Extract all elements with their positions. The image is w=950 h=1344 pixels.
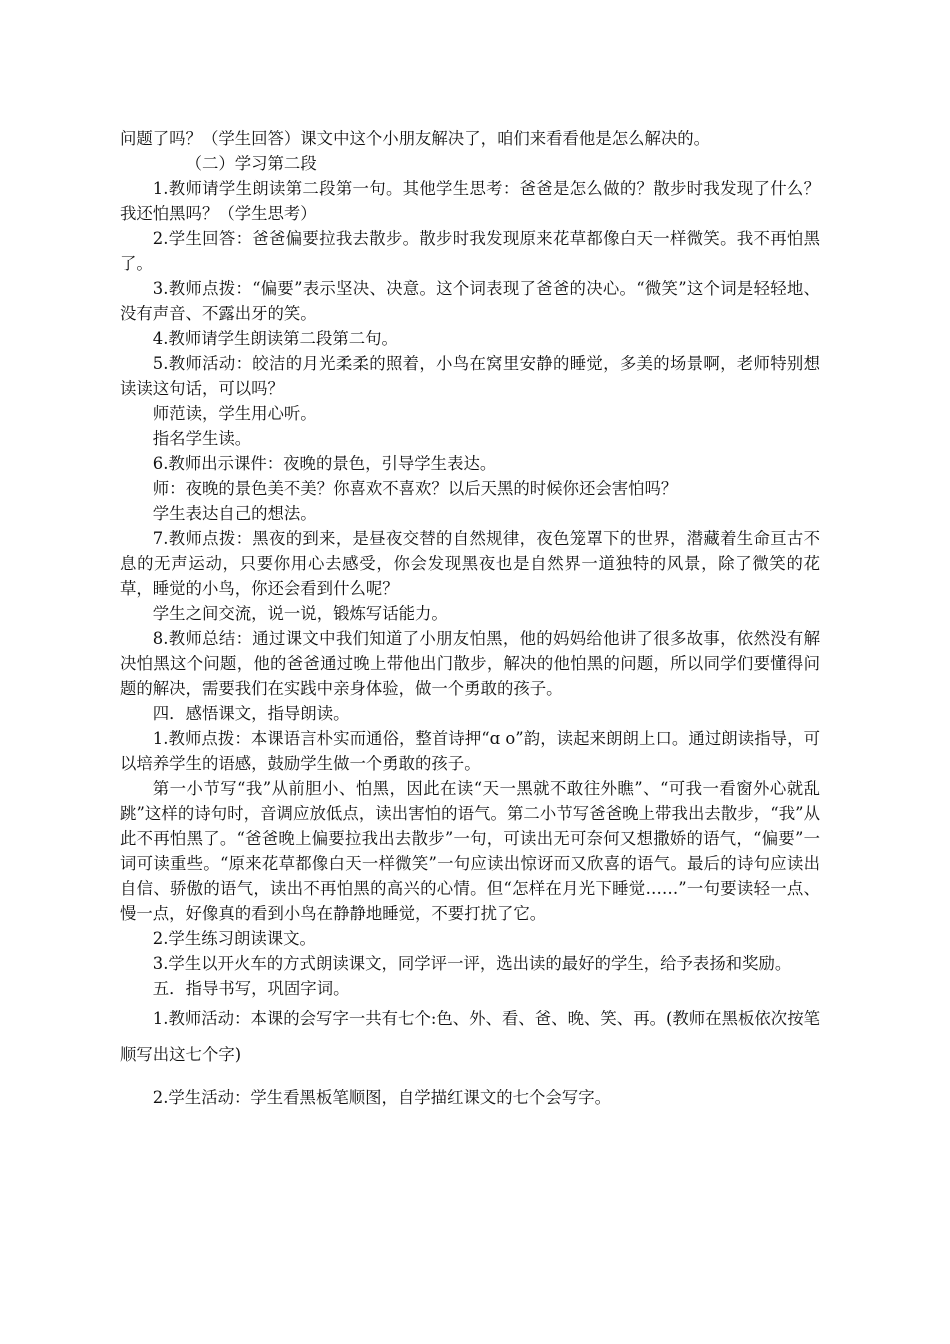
paragraph: 6.教师出示课件：夜晚的景色，引导学生表达。	[152, 454, 497, 473]
paragraph: 第一小节写“我”从前胆小、怕黑，因此在读“天一黑就不敢往外瞧”、“可我一看窗外心就乱跳”这样的诗句时，音调应放低点，读出害怕的语气。第二小节写爸爸晚上带我出去散步，“我”从此不再怕黑了。“爸爸晚上偏要拉我出去散步”一句，可读出无可奈何又想撒娇的语气，“偏要”一词可读重些。“原来花草都像白天一样微笑”一句应读出惊讶而又欣喜的语气。最后的诗句应读出自信、骄傲的语气，读出不再怕黑的高兴的心情。但“怎样在月光下睡觉……”一句要读轻一点、慢一点，好像真的看到小鸟在静静地睡觉，不要打扰了它。	[120, 779, 820, 923]
paragraph: 3.教师点拨：“偏要”表示坚决、决意。这个词表现了爸爸的决心。“微笑”这个词是轻轻地、没有声音、不露出牙的笑。	[120, 279, 820, 323]
paragraph: 1.教师请学生朗读第二段第一句。其他学生思考：爸爸是怎么做的？散步时我发现了什么？我还怕黑吗？（学生思考）	[120, 179, 820, 223]
paragraph: 8.教师总结：通过课文中我们知道了小朋友怕黑，他的妈妈给他讲了很多故事，依然没有解决怕黑这个问题，他的爸爸通过晚上带他出门散步，解决的他怕黑的问题，所以同学们要懂得问题的解决，需要我们在实践中亲身体验，做一个勇敢的孩子。	[120, 629, 820, 698]
paragraph: 1.教师活动：本课的会写字一共有七个:色、外、看、爸、晚、笑、再。(教师在黑板依次按笔顺写出这七个字)	[120, 1009, 820, 1064]
paragraph: 4.教师请学生朗读第二段第二句。	[152, 329, 398, 348]
paragraph: 7.教师点拨：黑夜的到来，是昼夜交替的自然规律，夜色笼罩下的世界，潜藏着生命亘古不息的无声运动，只要你用心去感受，你会发现黑夜也是自然界一道独特的风景，除了微笑的花草，睡觉的小鸟，你还会看到什么呢？	[120, 529, 820, 598]
paragraph: 2.学生回答：爸爸偏要拉我去散步。散步时我发现原来花草都像白天一样微笑。我不再怕黑了。	[120, 229, 820, 273]
paragraph: 2.学生活动：学生看黑板笔顺图，自学描红课文的七个会写字。	[152, 1088, 611, 1107]
paragraph: 学生表达自己的想法。	[152, 504, 317, 523]
paragraph: 2.学生练习朗读课文。	[152, 929, 316, 948]
section-heading: （二）学习第二段	[185, 154, 317, 173]
paragraph: 1.教师点拨：本课语言朴实而通俗，整首诗押“ɑ o”韵，读起来朗朗上口。通过朗读指导，可以培养学生的语感，鼓励学生做一个勇敢的孩子。	[120, 729, 820, 773]
document-body	[120, 126, 820, 1110]
paragraph: 师：夜晚的景色美不美？你喜欢不喜欢？以后天黑的时候你还会害怕吗？	[152, 479, 678, 498]
paragraph: 3.学生以开火车的方式朗读课文，同学评一评，选出读的最好的学生，给予表扬和奖励。	[152, 954, 792, 973]
section-heading: 四．感悟课文，指导朗读。	[152, 704, 350, 723]
paragraph: 5.教师活动：皎洁的月光柔柔的照着，小鸟在窝里安静的睡觉，多美的场景啊，老师特别想读读这句话，可以吗？	[120, 354, 820, 398]
paragraph: 学生之间交流，说一说，锻炼写话能力。	[152, 604, 448, 623]
paragraph: 师范读，学生用心听。	[152, 404, 317, 423]
paragraph: 指名学生读。	[152, 429, 252, 448]
paragraph: 问题了吗？（学生回答）课文中这个小朋友解决了，咱们来看看他是怎么解决的。	[120, 129, 711, 148]
section-heading: 五．指导书写，巩固字词。	[152, 979, 350, 998]
